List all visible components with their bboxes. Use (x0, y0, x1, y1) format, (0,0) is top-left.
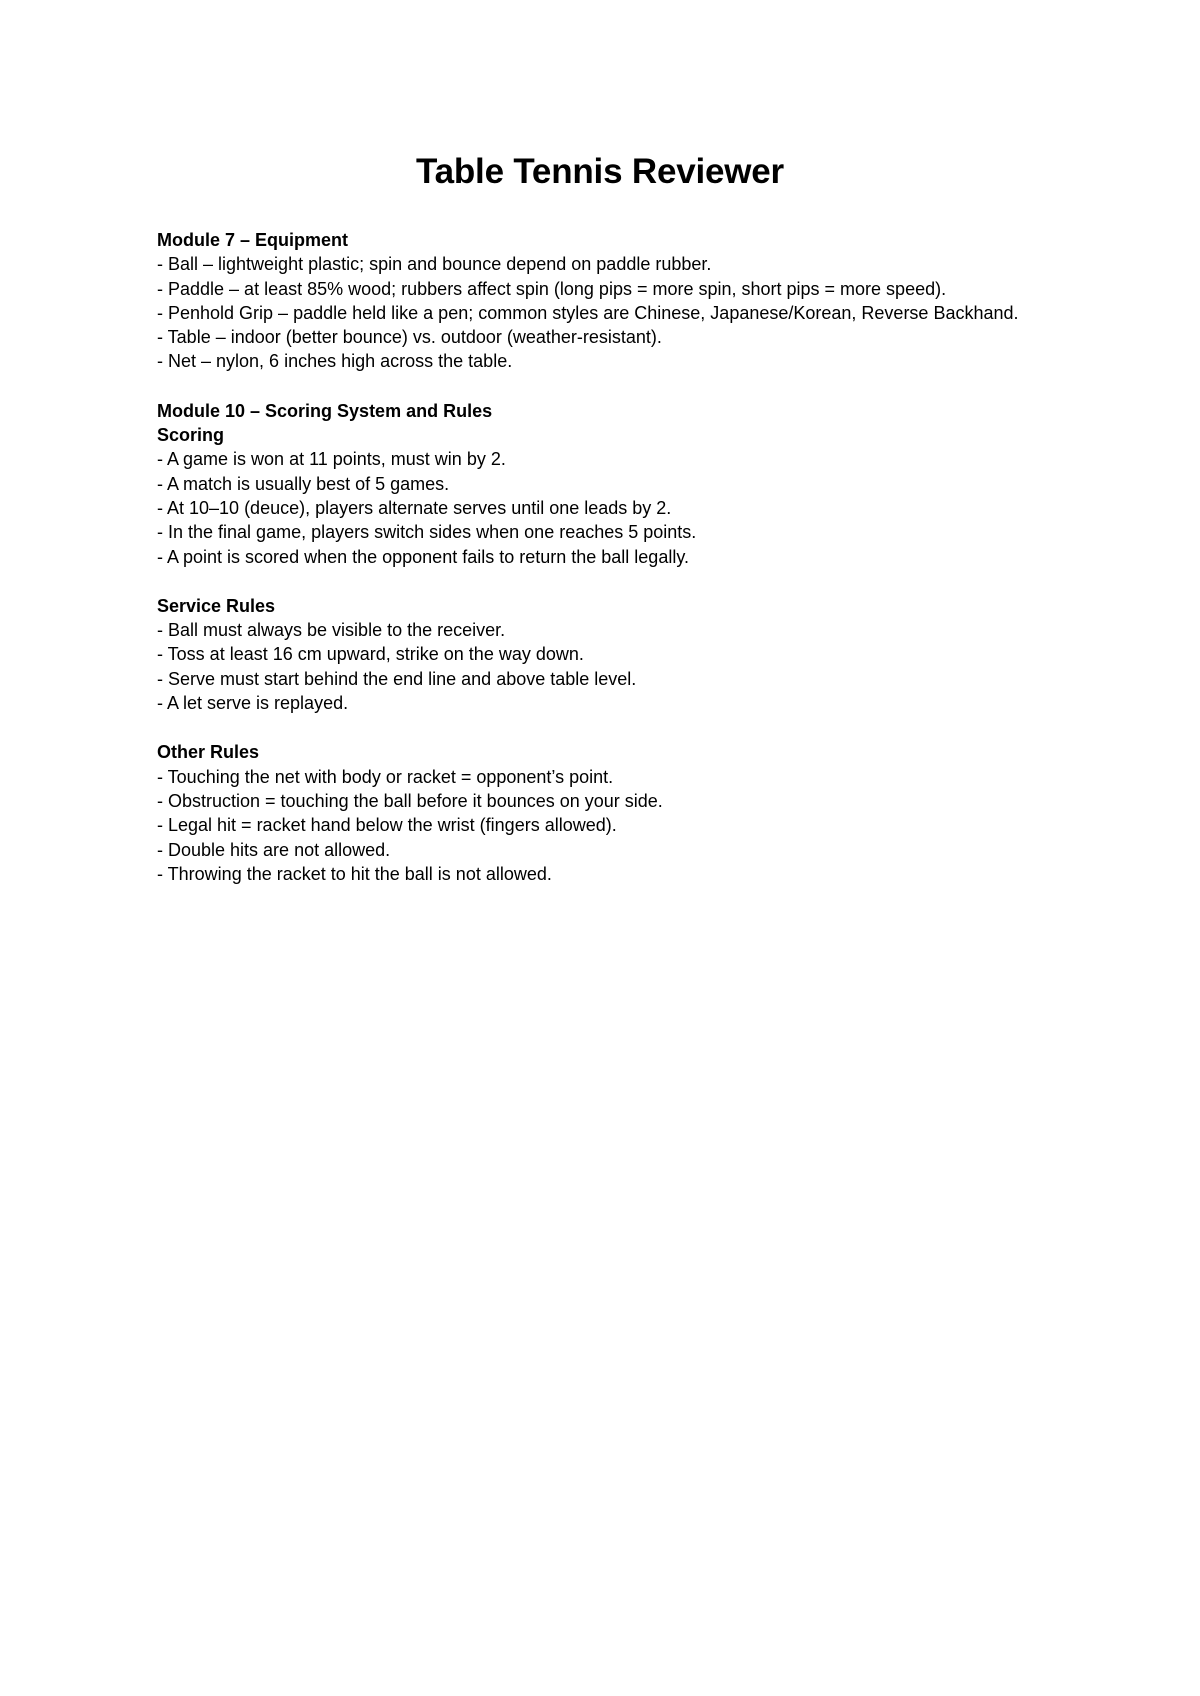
list-item: - In the final game, players switch sides when one reaches 5 points. (157, 522, 697, 543)
document-title: Table Tennis Reviewer (416, 152, 784, 191)
module-10-heading: Module 10 – Scoring System and Rules (157, 400, 493, 421)
list-item: - At 10–10 (deuce), players alternate serves until one leads by 2. (157, 497, 672, 518)
list-item: - A game is won at 11 points, must win by 2. (157, 449, 506, 470)
module-7-section (157, 228, 1057, 374)
list-item: - Ball – lightweight plastic; spin and bounce depend on paddle rubber. (157, 254, 712, 275)
list-item: - Table – indoor (better bounce) vs. outdoor (weather-resistant). (157, 327, 662, 348)
list-item: - Ball must always be visible to the receiver. (157, 620, 506, 641)
list-item: - Net – nylon, 6 inches high across the table. (157, 351, 513, 372)
list-item: - Throwing the racket to hit the ball is not allowed. (157, 863, 552, 884)
other-rules-section (157, 740, 1057, 886)
list-item: - Obstruction = touching the ball before it bounces on your side. (157, 790, 663, 811)
list-item: - A match is usually best of 5 games. (157, 473, 450, 494)
list-item: - A let serve is replayed. (157, 693, 349, 714)
module-7-heading: Module 7 – Equipment (157, 230, 349, 250)
other-rules-heading: Other Rules (157, 742, 260, 763)
module-10-scoring-section (157, 399, 1057, 569)
service-rules-heading: Service Rules (157, 595, 276, 616)
list-item: - Double hits are not allowed. (157, 839, 391, 860)
service-rules-section (157, 594, 1057, 715)
scoring-heading: Scoring (157, 425, 225, 446)
list-item: - Legal hit = racket hand below the wrist (fingers allowed). (157, 815, 617, 836)
list-item: - Toss at least 16 cm upward, strike on the way down. (157, 644, 584, 665)
list-item: - Penhold Grip – paddle held like a pen; common styles are Chinese, Japanese/Korean, Reverse Backhand. (157, 302, 1019, 323)
list-item: - A point is scored when the opponent fails to return the ball legally. (157, 546, 689, 567)
list-item: - Paddle – at least 85% wood; rubbers affect spin (long pips = more spin, short pips = more speed). (157, 278, 947, 299)
list-item: - Serve must start behind the end line and above table level. (157, 668, 637, 689)
document-page (157, 148, 1057, 911)
list-item: - Touching the net with body or racket = opponent’s point. (157, 766, 614, 787)
